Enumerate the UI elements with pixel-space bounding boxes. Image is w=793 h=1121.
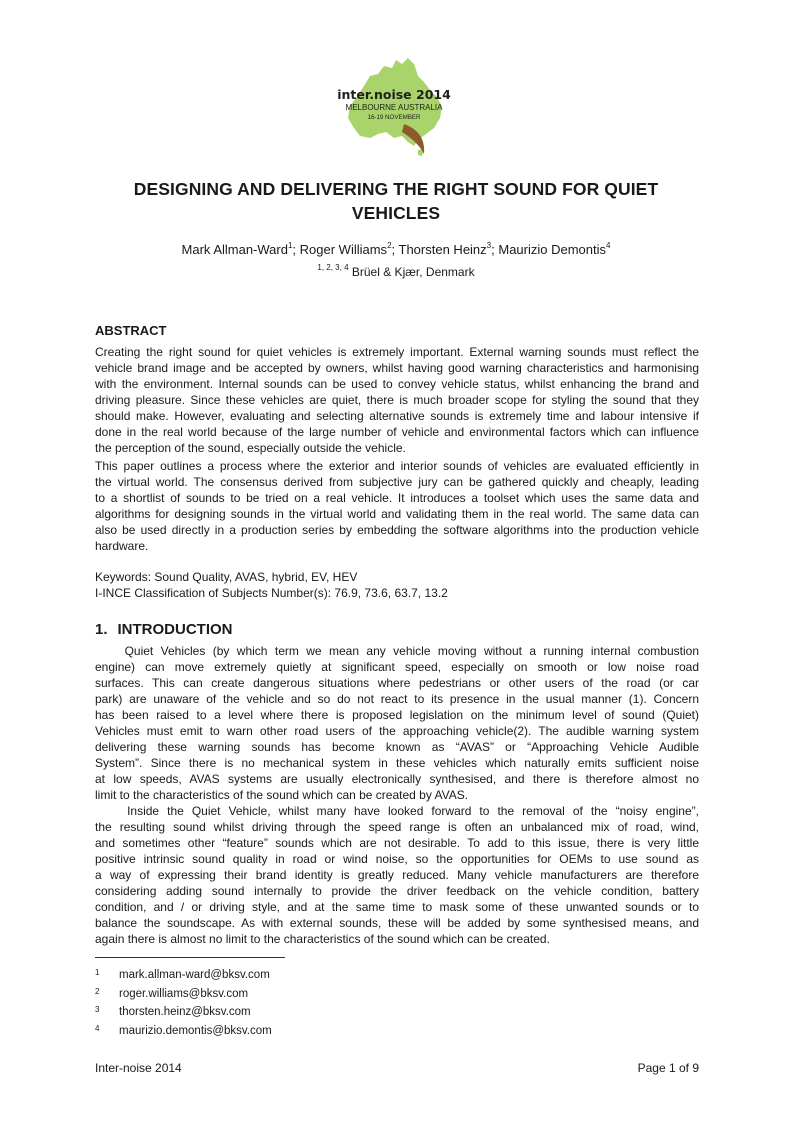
footnote-mark: 4: [95, 1023, 100, 1033]
text-line: surfaces. This can create dangerous situations where pedestrians or other users of the road (or car: [95, 676, 699, 690]
footnote: [95, 1021, 272, 1040]
text-line: driving pleasure. Since these vehicles are quiet, there is much broader scope for styling the sound that they: [95, 393, 699, 407]
section-number: 1.: [95, 621, 108, 638]
footnotes: [95, 965, 272, 1039]
text-line: engine) can move extremely quietly at significant speed, especially on smooth or low noise road: [95, 660, 699, 674]
affiliation-marks: 1, 2, 3, 4: [317, 263, 349, 272]
logo-line-2: MELBOURNE AUSTRALIA: [345, 103, 443, 112]
text-line: the virtual world. The consensus derived from subjective jury can be gathered quickly and cheaply, leading: [95, 475, 699, 489]
conference-logo: [334, 46, 454, 164]
keywords-block: [95, 569, 699, 601]
text-line: Inside the Quiet Vehicle, whilst many have looked forward to the removal of the “noisy engine”,: [95, 804, 699, 818]
text-line: the perception of the sound, especially outside the vehicle.: [95, 441, 406, 455]
text-line: considering adding sound internally to provide the driver feedback on the vehicle condition, battery: [95, 884, 699, 898]
text-line: delivering these warning sounds has become known as “AVAS” or “Approaching Vehicle Audible: [95, 740, 699, 754]
text-line: This paper outlines a process where the exterior and interior sounds of vehicles are evaluated efficiently in: [95, 459, 699, 473]
text-line: System”. Since there is no mechanical system in these vehicles which naturally emits sufficient noise: [95, 756, 699, 770]
author-separator: ;: [292, 242, 300, 257]
author-list: [96, 241, 696, 259]
text-line: hardware.: [95, 539, 149, 553]
author-mark: 3: [486, 240, 492, 250]
author-mark: 4: [606, 240, 611, 250]
text-line: vehicle brand image and be accepted by owners, whilst having good warning characteristics and harmonising: [95, 361, 699, 375]
author-mark: 2: [387, 240, 392, 250]
paper-title: [96, 177, 696, 225]
text-line: done in the real world because of the large number of vehicle and environmental factors which can influence: [95, 425, 699, 439]
text-line: algorithms for designing sounds in the virtual world and validating them in the real world. The same data can: [95, 507, 699, 521]
text-line: also be used directly in a production series by embedding the software algorithms into the production vehicle: [95, 523, 699, 537]
text-line: park) are unaware of the vehicle and so do not react to its presence in the usual manner (1). Concern: [95, 692, 699, 706]
text-line: condition, and / or driving style, and at the same time to mask some of these unwanted sounds or to: [95, 900, 699, 914]
footnote-divider: [95, 957, 285, 958]
footnote-email: maurizio.demontis@bksv.com: [119, 1024, 272, 1037]
footnote-email: thorsten.heinz@bksv.com: [119, 1006, 251, 1018]
title-line-1: DESIGNING AND DELIVERING THE RIGHT SOUND FOR QUIET: [133, 179, 659, 199]
footer-conference: Inter-noise 2014: [95, 1061, 182, 1075]
section-heading-introduction: [95, 621, 233, 638]
footnote-mark: 2: [95, 986, 100, 996]
text-line: to a shortlist of sounds to be tried on a real vehicle. It introduces a toolset which uses the same data and: [95, 491, 699, 505]
author-name: Roger Williams: [299, 242, 388, 257]
logo-line-3: 16-19 NOVEMBER: [367, 114, 421, 121]
footnote-email: roger.williams@bksv.com: [119, 987, 249, 1000]
author-name: Maurizio Demontis: [498, 242, 607, 257]
abstract-heading: ABSTRACT: [95, 323, 167, 338]
text-line: the resulting sound whilst driving through the speed range is often an unbalanced mix of road, wind,: [95, 820, 699, 834]
text-line: Quiet Vehicles (by which term we mean any vehicle moving without a running internal combustion: [95, 644, 699, 658]
author-separator: ;: [391, 242, 399, 257]
footnote-mark: 3: [95, 1005, 100, 1014]
abstract-paragraph-2: [95, 458, 699, 554]
abstract-paragraph-1: [95, 344, 699, 456]
australia-map-shape: [345, 58, 443, 146]
text-line: with the environment. Internal sounds can be used to convey vehicle status, whilst enhancing the brand and: [95, 377, 699, 391]
title-line-2: VEHICLES: [351, 203, 441, 223]
footer-page-number: Page 1 of 9: [637, 1061, 699, 1075]
text-line: and sometimes other “feature” sounds which are not desirable. To add to this issue, there is very little: [95, 836, 699, 850]
text-line: again there is almost no limit to the characteristics of the sound which can be created.: [95, 932, 550, 946]
logo-line-1: inter.noise 2014: [337, 87, 451, 102]
classification-line: I-INCE Classification of Subjects Number(s): 76.9, 73.6, 63.7, 13.2: [95, 586, 448, 600]
footnote: [95, 965, 272, 984]
text-line: limit to the characteristics of the sound which can be created by AVAS.: [95, 788, 469, 802]
text-line: Vehicles must emit to warn other road users of the approaching vehicle(2). The audible warning system: [95, 724, 699, 738]
text-line: has been raised to a level where there is proposed legislation on the minimum level of sound (Quiet): [95, 708, 699, 722]
author-name: Mark Allman-Ward: [181, 242, 288, 257]
text-line: at low speeds, AVAS systems are usually electronically synthesised, and there is therefore almost no: [95, 772, 699, 786]
keywords-line: Keywords: Sound Quality, AVAS, hybrid, EV, HEV: [95, 570, 358, 584]
author-name: Thorsten Heinz: [398, 242, 487, 257]
affiliation-text: Brüel & Kjær, Denmark: [351, 265, 475, 279]
footnote-email: mark.allman-ward@bksv.com: [119, 969, 270, 981]
text-line: should make. However, evaluating and selecting alternative sounds is extremely time and labour intensive if: [95, 409, 699, 423]
footnote-mark: 1: [95, 968, 100, 977]
text-line: a way of expressing their brand identity is greatly reduced. Many vehicle manufacturers are therefore: [95, 868, 699, 882]
section-title: INTRODUCTION: [117, 621, 233, 638]
text-line: balance the soundscape. As with external sounds, these will be added by some synthesised means, and: [95, 916, 699, 930]
author-separator: ;: [491, 242, 499, 257]
intro-paragraph-2: [95, 803, 699, 947]
author-mark: 1: [287, 240, 293, 250]
affiliation: [96, 264, 696, 280]
text-line: Creating the right sound for quiet vehicles is extremely important. External warning sounds must reflect the: [95, 345, 699, 359]
intro-paragraph-1: [95, 643, 699, 803]
text-line: positive intrinsic sound quality in road or wind noise, so the opportunities for OEMs to use sound as: [95, 852, 699, 866]
footnote: [95, 984, 272, 1003]
footnote: [95, 1002, 272, 1021]
